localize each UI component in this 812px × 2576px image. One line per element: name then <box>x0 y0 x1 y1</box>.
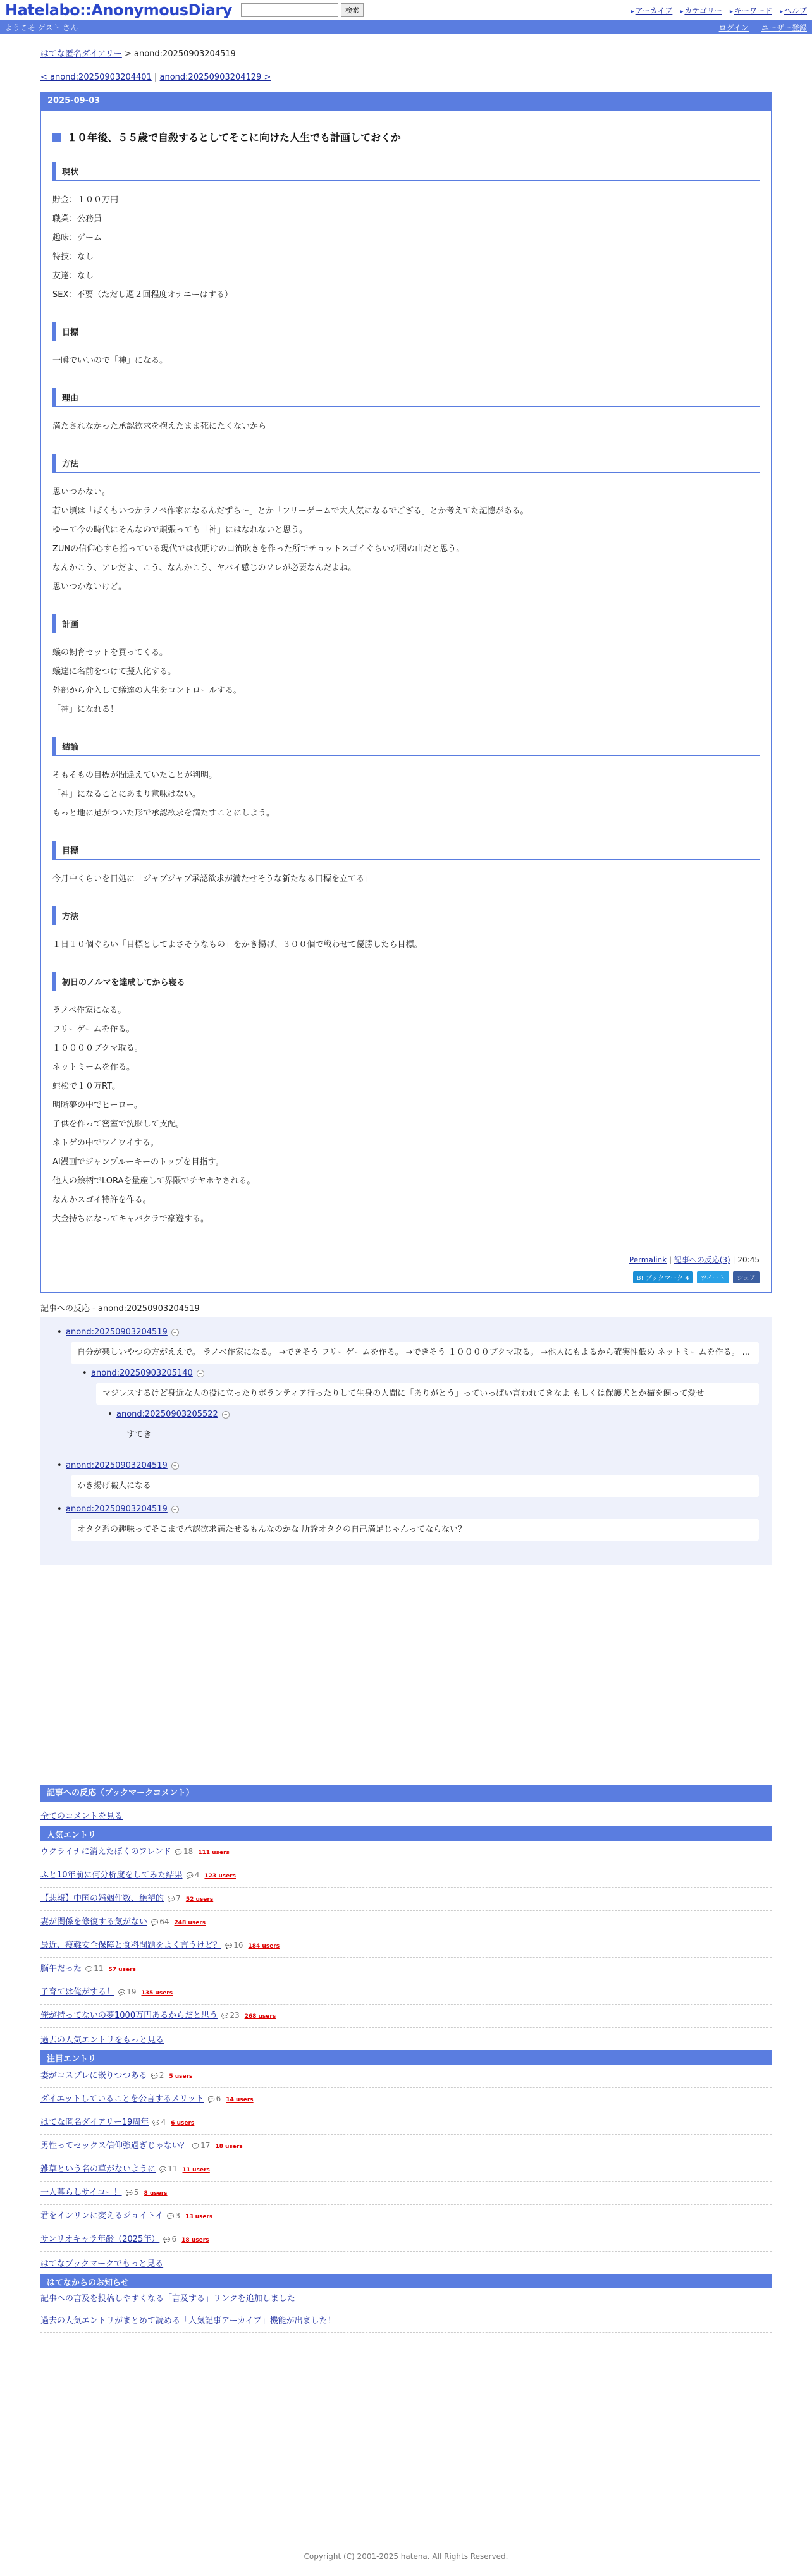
bookmark-users-badge[interactable]: 135 users <box>141 1990 173 1996</box>
article-line: 若い頃は「ぼくもいつかラノベ作家になるんだずら～」とか「フリーゲームで大人気になるでござる」とか考えてた記憶がある。 <box>52 506 529 516</box>
breadcrumb-root[interactable]: はてな匿名ダイアリー <box>40 49 122 59</box>
reply-link[interactable]: anond:20250903204519 <box>66 1328 168 1337</box>
bookmark-users-badge[interactable]: 11 users <box>182 2167 210 2173</box>
day-box <box>40 92 772 1293</box>
comment-count: 💬 3 <box>167 2211 180 2220</box>
breadcrumb-sep: > <box>121 49 135 59</box>
comment-count: 💬 5 <box>126 2188 139 2197</box>
entry-link[interactable]: サンリオキャラ年齢（2025年） <box>40 2235 160 2244</box>
popular-list <box>40 1841 772 2028</box>
entry-row <box>40 2182 772 2205</box>
entry-link[interactable]: 君をインリンに変えるジョイトイ <box>40 2211 164 2221</box>
reply-link[interactable]: anond:20250903205140 <box>91 1369 193 1378</box>
article-line: ZUNの信仰心すら揺っている現代では夜明けの口笛吹きを作った所でチョットスゴイぐらいが関の山だと思う。 <box>52 544 465 554</box>
share-buttons <box>52 1271 760 1283</box>
article-line: 思いつかない。 <box>52 487 111 497</box>
bookmark-users-badge[interactable]: 248 users <box>174 1920 206 1926</box>
bookmark-users-badge[interactable]: 268 users <box>244 2013 276 2020</box>
copyright: Copyright (C) 2001-2025 hatena. All Rights Reserved. <box>304 2552 508 2561</box>
entry-link[interactable]: 子育ては俺がする！ <box>40 1987 115 1997</box>
article-line: 蟻の飼育セットを買ってくる。 <box>52 648 168 657</box>
comment-count: 💬 17 <box>192 2141 211 2150</box>
reply-body: 自分が楽しいやつの方がええで。 ラノベ作家になる。 →できそう フリーゲームを作る。 →できそう １００００ブクマ取る。 →他人にもよるから確実性低め ネットミームを作る。 ... <box>71 1342 759 1364</box>
entry-link[interactable]: 妻がコスプレに嵌りつつある <box>40 2071 147 2080</box>
entry-row <box>40 1888 772 1911</box>
entry-link[interactable]: 一人暮らしサイコー！ <box>40 2188 122 2197</box>
register-link[interactable]: ユーザー登録 <box>761 23 807 32</box>
entry-row <box>40 1911 772 1934</box>
notices-list <box>40 2288 772 2333</box>
reactions-target: anond:20250903204519 <box>97 1304 200 1314</box>
entry-row <box>40 2158 772 2182</box>
notice-link[interactable]: 過去の人気エントリがまとめて読める「人気記事アーカイブ」機能が出ました！ <box>40 2316 336 2326</box>
tweet-button[interactable]: ツイート <box>697 1271 730 1283</box>
reply-tree <box>40 1317 772 1565</box>
entry-link[interactable]: はてな匿名ダイアリー19周年 <box>40 2118 149 2127</box>
bookmark-users-badge[interactable]: 52 users <box>185 1896 214 1903</box>
bookmark-users-badge[interactable]: 18 users <box>181 2237 209 2243</box>
top-links <box>631 5 807 16</box>
reactions-link[interactable]: 記事への反応(3) <box>674 1255 730 1264</box>
entry-row <box>40 1841 772 1864</box>
comment-count: 💬 16 <box>225 1941 243 1950</box>
featured-list <box>40 2065 772 2252</box>
entry-row <box>40 1981 772 2005</box>
comment-count: 💬 4 <box>187 1871 200 1879</box>
reply-item <box>66 1328 759 1364</box>
reply-link[interactable]: anond:20250903205522 <box>116 1410 218 1419</box>
comment-count: 💬 11 <box>85 1964 104 1973</box>
article-body <box>41 111 771 1292</box>
comment-count: 💬 6 <box>163 2235 176 2243</box>
entry-row <box>40 2088 772 2111</box>
comment-count: 💬 11 <box>159 2164 178 2173</box>
entry-link[interactable]: 男性ってセックス信仰強過ぎじゃない？ <box>40 2141 188 2151</box>
day-header: 2025-09-03 <box>41 93 771 111</box>
entry-link[interactable]: ウクライナに消えたぼくのフレンド <box>40 1847 171 1857</box>
reply-item <box>66 1505 759 1541</box>
hatena-bookmark-button[interactable]: B! ブックマーク 4 <box>633 1271 693 1283</box>
article-line: 外部から介入して蟻達の人生をコントロールする。 <box>52 686 242 695</box>
article-line: 趣味：ゲーム <box>52 233 102 243</box>
collapse-icon[interactable]: − <box>171 1506 179 1513</box>
bookmark-users-badge[interactable]: 13 users <box>185 2214 213 2220</box>
section-heading: 理由 <box>52 388 760 407</box>
reply-item <box>116 1410 759 1446</box>
comment-count: 💬 64 <box>151 1917 169 1926</box>
comment-count: 💬 7 <box>168 1894 181 1903</box>
section-heading: 方法 <box>52 454 760 473</box>
reply-body: すてき <box>126 1430 152 1439</box>
article-sections <box>52 162 760 1229</box>
article-line: ネットミームを作る。 <box>52 1063 135 1072</box>
article-line: 大金持ちになってキャバクラで豪遊する。 <box>52 1214 209 1224</box>
bookmark-users-badge[interactable]: 57 users <box>108 1967 136 1973</box>
reply-body: マジレスするけど身近な人の役に立ったりボランティア行ったりして生身の人間に「ありがとう」っていっぱい言われてきなよ もしくは保護犬とか猫を飼って愛せ <box>96 1383 759 1405</box>
entry-row <box>40 2205 772 2228</box>
article-line: 子供を作って密室で洗脳して支配。 <box>52 1120 185 1129</box>
reply-body: オタク系の趣味ってそこまで承認欲求満たせるもんなのかな 所詮オタクの自己満足じゃんってならない？ <box>71 1519 759 1541</box>
section-heading: 初日のノルマを達成してから寝る <box>52 972 760 991</box>
popular-more-link[interactable]: 過去の人気エントリをもっと見る <box>40 2036 164 2045</box>
article-line: 思いつかないけど。 <box>52 582 127 592</box>
article-title[interactable]: １０年後、５５歳で自殺するとしてそこに向けた人生でも計画しておくか <box>52 130 760 144</box>
reactions-label <box>40 1302 772 1314</box>
article-line: 蛙松で１０万RT。 <box>52 1082 121 1091</box>
search-input[interactable] <box>241 3 338 17</box>
reply-body: かき揚げ職人になる <box>71 1475 759 1497</box>
entry-row <box>40 1934 772 1958</box>
article-line: なんかスゴイ特許を作る。 <box>52 1195 151 1205</box>
collapse-icon[interactable]: − <box>222 1411 230 1419</box>
article-line: 蟻達に名前をつけて擬人化する。 <box>52 667 176 676</box>
section-heading: 現状 <box>52 162 760 181</box>
section-heading: 目標 <box>52 841 760 860</box>
entry-link[interactable]: 雑草という名の草がないように <box>40 2164 156 2174</box>
breadcrumb-current: anond:20250903204519 <box>134 49 236 59</box>
login-link[interactable]: ログイン <box>718 23 749 32</box>
entry-row <box>40 2065 772 2088</box>
comment-count: 💬 4 <box>152 2118 166 2127</box>
section-heading: 方法 <box>52 906 760 925</box>
comment-count: 💬 19 <box>118 1987 137 1996</box>
notice-row <box>40 2310 772 2333</box>
entry-link[interactable]: 【悲報】中国の婚姻件数、絶望的 <box>40 1894 164 1903</box>
article-line: 貯金：１００万円 <box>52 195 119 205</box>
section-heading: 計画 <box>52 614 760 633</box>
article-line: 「神」になることにあまり意味はない。 <box>52 790 201 799</box>
prev-entry-link[interactable]: < anond:20250903204401 <box>40 73 152 82</box>
comment-count: 💬 23 <box>221 2011 240 2020</box>
collapse-icon[interactable]: − <box>171 1329 179 1336</box>
entry-link[interactable]: 妻が関係を修復する気がない <box>40 1917 148 1927</box>
reply-item <box>66 1461 759 1497</box>
article-line: 特技：なし <box>52 252 94 262</box>
bookmark-users-badge[interactable]: 6 users <box>171 2120 195 2127</box>
bookmark-users-badge[interactable]: 14 users <box>226 2097 254 2103</box>
entry-link[interactable]: ふと10年前に何分析度をしてみた結果 <box>40 1871 183 1880</box>
keyword-link[interactable]: ▸ キーワード <box>730 5 772 16</box>
all-comments-link[interactable]: 全てのコメントを見る <box>40 1812 123 1821</box>
article-line: ネトゲの中でワイワイする。 <box>52 1138 159 1148</box>
article-line: ゆーて今の時代にそんなので頑張っても「神」にはなれないと思う。 <box>52 525 308 535</box>
category-link[interactable]: ▸ カテゴリー <box>680 5 722 16</box>
reply-header <box>66 1328 759 1337</box>
article-line: 友達：なし <box>52 271 94 281</box>
entry-link[interactable]: 最近、痩難安全保障と食料問題をよく言うけど？ <box>40 1941 222 1950</box>
reactions-label-text: 記事への反応 - <box>40 1304 95 1314</box>
bookmark-users-badge[interactable]: 8 users <box>144 2190 168 2197</box>
article-line: AI漫画でジャンプルーキーのトップを目指す。 <box>52 1157 224 1167</box>
entry-row <box>40 1864 772 1888</box>
welcome-text: ようこそ ゲスト さん <box>5 23 78 32</box>
article-line: なんかこう、アレだよ、こう、なんかこう、ヤバイ感じのソレが必要なんだよね。 <box>52 563 357 573</box>
popular-heading: 人気エントリ <box>40 1826 772 1841</box>
article-line: 職業：公務員 <box>52 214 102 224</box>
archive-link[interactable]: ▸ アーカイブ <box>631 5 673 16</box>
site-logo[interactable]: Hatelabo::AnonymousDiary <box>5 1 232 19</box>
article-line: １日１０個ぐらい「目標としてよさそうなもの」をかき揚げ、３００個で戦わせて優勝したら目標。 <box>52 940 422 949</box>
comment-count: 💬 18 <box>175 1847 194 1856</box>
article-line: 一瞬でいいので「神」になる。 <box>52 356 168 365</box>
main-content <box>40 47 772 1565</box>
permalink[interactable]: Permalink <box>629 1255 667 1264</box>
bookmark-users-badge[interactable]: 123 users <box>204 1873 236 1879</box>
section-heading: 目標 <box>52 322 760 341</box>
bookmark-users-badge[interactable]: 184 users <box>248 1943 280 1950</box>
notice-link[interactable]: 記事への言及を投稿しやすくなる「言及する」リンクを追加しました <box>40 2294 295 2304</box>
post-time: 20:45 <box>737 1255 760 1264</box>
article-line: 明晰夢の中でヒーロー。 <box>52 1101 142 1110</box>
user-bar <box>0 20 812 34</box>
top-bar <box>0 0 812 20</box>
reply-header <box>66 1461 759 1470</box>
article-line: 他人の絵柄でLORAを量産して界隈でチヤホヤされる。 <box>52 1176 255 1186</box>
bookmark-users-badge[interactable]: 111 users <box>198 1850 230 1856</box>
reply-header <box>116 1410 759 1419</box>
notice-row <box>40 2288 772 2310</box>
next-entry-link[interactable]: anond:20250903204129 > <box>159 73 271 82</box>
article-line: そもそもの目標が間違えていたことが判明。 <box>52 771 218 780</box>
article-line: １００００ブクマ取る。 <box>52 1044 143 1053</box>
breadcrumb <box>40 47 772 59</box>
search-button[interactable]: 検索 <box>341 3 364 17</box>
entry-row <box>40 2111 772 2135</box>
pager <box>40 73 772 82</box>
article-line: 「神」になれる！ <box>52 705 119 714</box>
article-meta: Permalink | 記事への反応(3) | 20:45 <box>629 1255 760 1264</box>
article-line: SEX：不要（ただし週２回程度オナニーはする） <box>52 290 233 300</box>
collapse-icon[interactable]: − <box>171 1462 179 1470</box>
entry-row <box>40 2135 772 2158</box>
facebook-share-button[interactable]: シェア <box>733 1271 760 1283</box>
reply-link[interactable]: anond:20250903204519 <box>66 1505 168 1514</box>
comment-count: 💬 6 <box>207 2094 221 2103</box>
article-line: ラノベ作家になる。 <box>52 1006 126 1015</box>
article-line: フリーゲームを作る。 <box>52 1025 135 1034</box>
entry-row <box>40 1958 772 1981</box>
entry-link[interactable]: 俺が持ってないの夢1000万円あるからだと思う <box>40 2011 218 2020</box>
help-link[interactable]: ▸ ヘルプ <box>780 5 807 16</box>
pager-sep: | <box>151 73 160 82</box>
featured-more-link[interactable]: はてなブックマークでもっと見る <box>40 2259 164 2269</box>
comment-count: 💬 2 <box>151 2071 164 2080</box>
collapse-icon[interactable]: − <box>197 1370 204 1377</box>
bookmark-section <box>40 1785 772 2333</box>
bookmark-users-badge[interactable]: 5 users <box>169 2073 193 2080</box>
entry-link[interactable]: ダイエットしていることを公言するメリット <box>40 2094 204 2104</box>
reply-item <box>91 1369 759 1405</box>
article-line: 今月中くらいを目処に「ジャブジャブ承認欲求が満たせそうな新たなる目標を立てる」 <box>52 874 372 884</box>
article-line: 満たされなかった承認欲求を抱えたまま死にたくないから <box>52 422 267 431</box>
reply-header <box>66 1505 759 1514</box>
featured-heading: 注目エントリ <box>40 2050 772 2065</box>
bookmark-heading: 記事への反応（ブックマークコメント） <box>40 1785 772 1802</box>
notices-heading: はてなからのお知らせ <box>40 2274 772 2288</box>
entry-row <box>40 2228 772 2252</box>
reply-header <box>91 1369 759 1378</box>
section-heading: 結論 <box>52 737 760 756</box>
article-line: もっと地に足がついた形で承認欲求を満たすことにしよう。 <box>52 809 275 818</box>
bookmark-users-badge[interactable]: 18 users <box>215 2144 243 2150</box>
reply-link[interactable]: anond:20250903204519 <box>66 1461 168 1470</box>
entry-row <box>40 2005 772 2028</box>
entry-link[interactable]: 脳午だった <box>40 1964 82 1974</box>
